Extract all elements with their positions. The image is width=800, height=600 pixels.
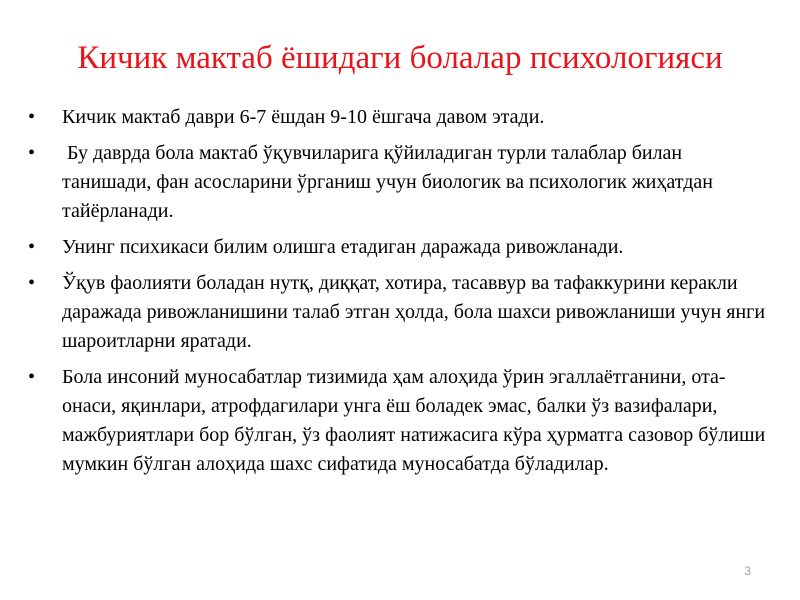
- bullet-dot-icon: •: [28, 236, 36, 258]
- slide-title: Кичик мактаб ёшидаги болалар психологияси: [77, 40, 723, 76]
- bullet-text: Унинг психикаси билим олишга етадиган даражада ривожланади.: [62, 236, 624, 258]
- bullet-dot-icon: •: [28, 366, 36, 388]
- page-number: 3: [744, 564, 751, 578]
- bullet-text: Кичик мактаб даври 6-7 ёшдан 9-10 ёшгача давом этади.: [62, 106, 545, 128]
- bullet-text: Бола инсоний муносабатлар тизимида ҳам алоҳида ўрин эгаллаётганини, ота-онаси, яқинлари, атрофдагилари унга ёш боладек эмас, балки ўз вазифалари, мажбуриятлари бор бўлган, ўз фаолият натижасига кўра ҳурматга сазовор бўлиши мумкин бўлган алоҳида шахс сифатида муносабатда бўладилар.: [62, 366, 766, 475]
- bullet-dot-icon: •: [28, 142, 36, 164]
- bullet-item: [24, 103, 774, 132]
- bullet-item: [24, 139, 774, 226]
- bullet-dot-icon: •: [28, 106, 36, 128]
- bullet-text: Бу даврда бола мактаб ўқувчиларига қўйиладиган турли талаблар билан танишади, фан асосларини ўрганиш учун биологик ва психологик жиҳатдан тайёрланади.: [62, 142, 718, 222]
- bullet-item: [24, 363, 774, 479]
- bullet-item: [24, 269, 774, 356]
- bullet-text: Ўқув фаолияти боладан нутқ, диққат, хотира, тасаввур ва тафаккурини керакли даражада ривожланишини талаб этган ҳолда, бола шахси ривожланиши учун янги шароитларни яратади.: [62, 272, 766, 352]
- bullet-dot-icon: •: [28, 272, 36, 294]
- bullet-list: [24, 103, 774, 486]
- bullet-item: [24, 233, 774, 262]
